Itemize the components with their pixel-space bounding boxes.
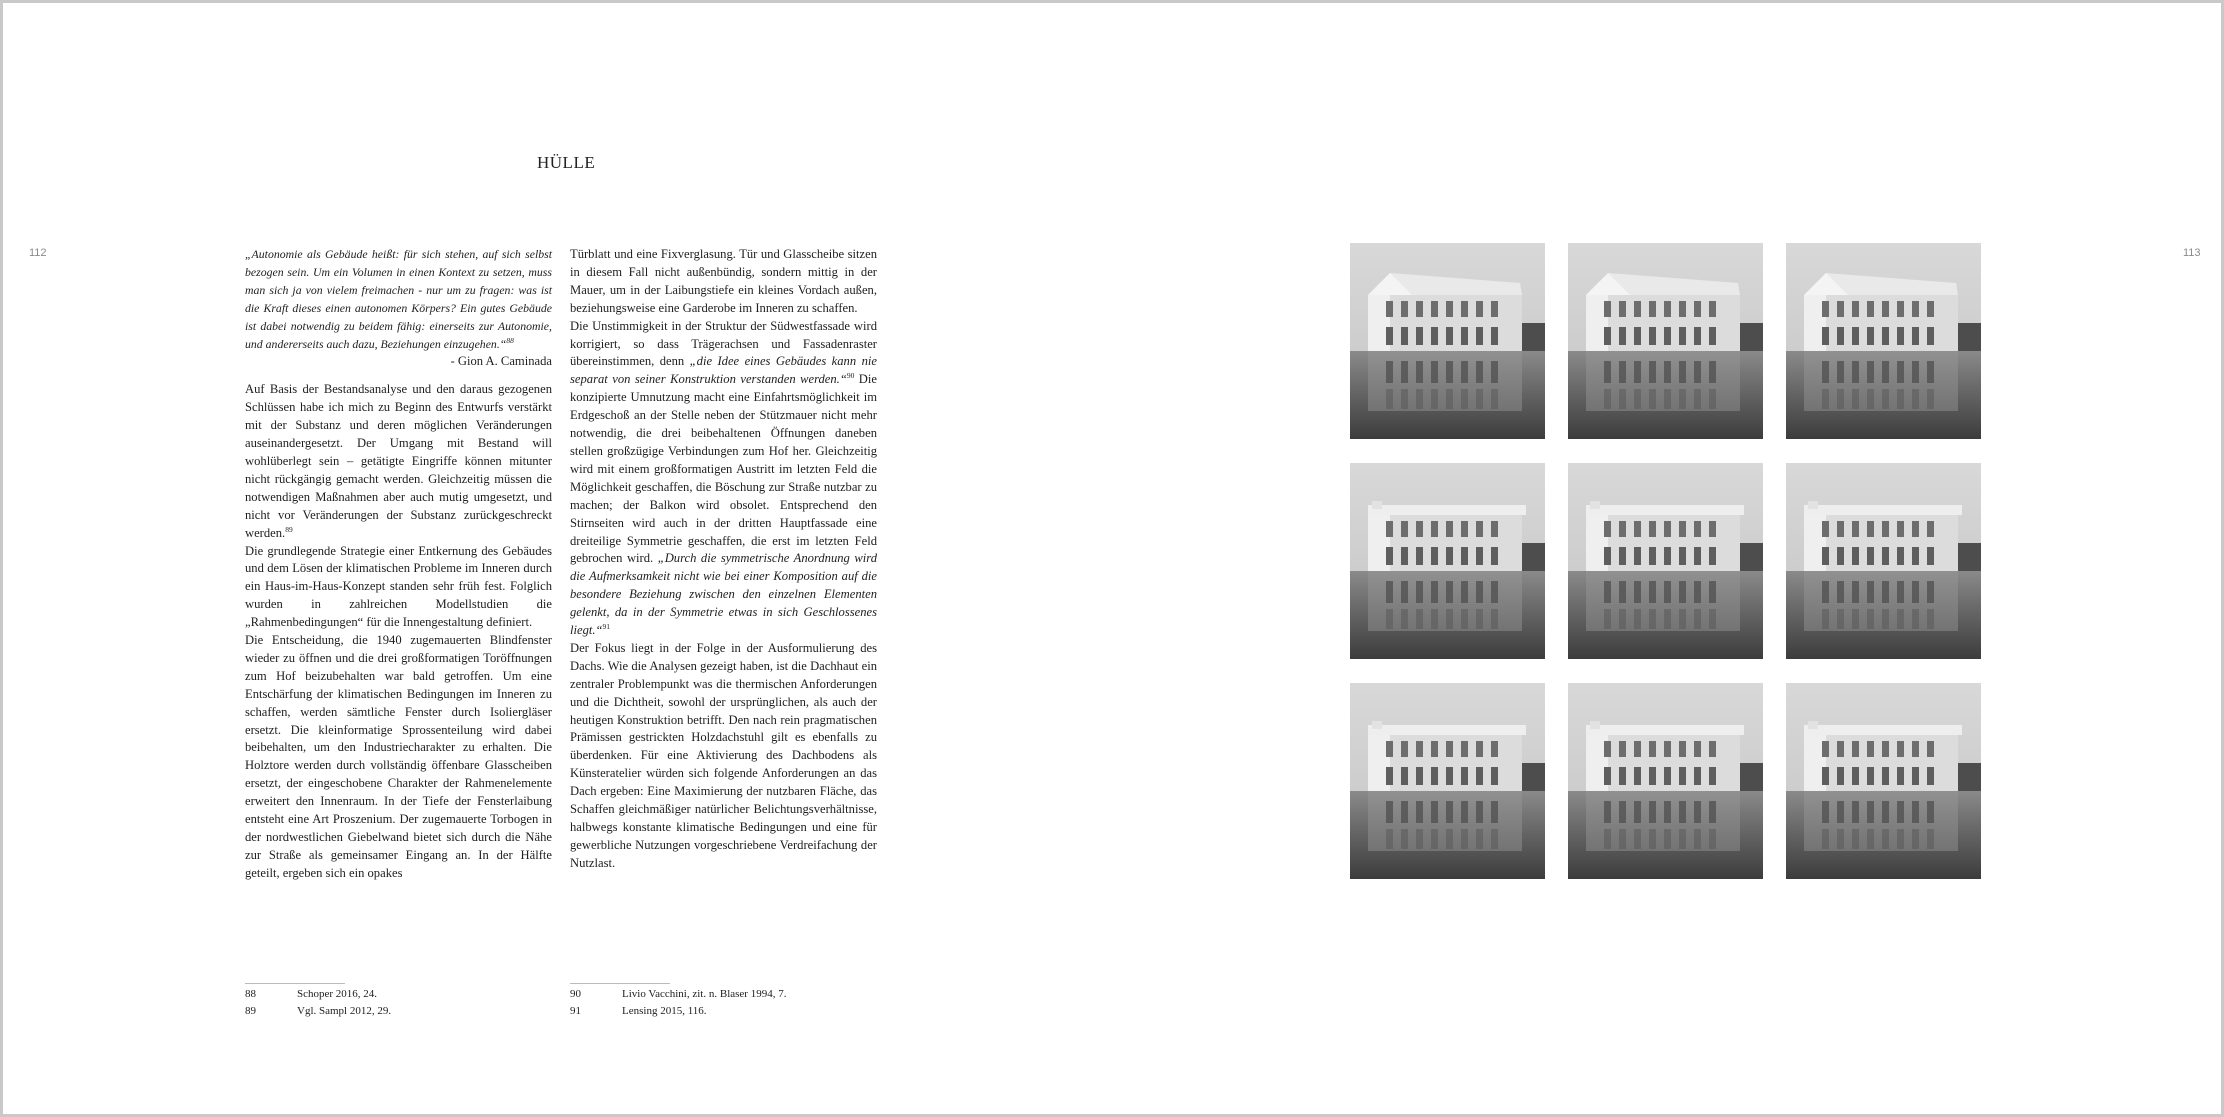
page-number-left: 112 (29, 247, 47, 259)
model-photo (1568, 243, 1763, 439)
book-spread (3, 3, 2221, 1114)
epigraph-attribution: - Gion A. Caminada (450, 354, 552, 369)
footnote: 88 Schoper 2016, 24. (245, 988, 378, 1000)
footnotes-right (570, 983, 786, 1020)
paragraph: Die grundlegende Strategie einer Entkernung des Gebäudes und dem Lösen der klimatischen Probleme im Inneren durch ein Haus-im-Haus-Konzept standen sehr früh fest. Folglich wurden in zahlreichen Modellstudien die „Rahmenbedingungen“ für die Innengestaltung definiert. (245, 543, 552, 630)
paragraph: Der Fokus liegt in der Folge in der Ausformulierung des Dachs. Wie die Analysen gezeigt haben, ist die Dachhaut ein zentraler Problempunkt was die thermischen Anforderungen und die Dichtheit, sowohl der ursprünglichen, als auch der heutigen Konstruktion betrifft. Den nach rein pragmatischen Prämissen gestrickten Holzdachstuhl gilt es ebenfalls zu überdenken. Für eine Aktivierung des Dachbodens als Künsteratelier würden sich folgende Anforderungen an das Dach ergeben: Eine Maximierung der nutzbaren Fläche, das Schaffen gleichmäßiger natürlicher Belichtungsverhältnisse, halbwegs konstante klimatische Bedingungen und eine für gewerbliche Nutzungen vorgeschriebene Verdreifachung der Nutzlast. (570, 640, 877, 870)
model-photo (1568, 463, 1763, 659)
text-column-2 (570, 246, 877, 873)
paragraph: Auf Basis der Bestandsanalyse und den daraus gezogenen Schlüssen habe ich mich zu Beginn des Entwurfs verstärkt mit der Substanz und deren möglichen Veränderungen auseinandergesetzt. Der Umgang mit Bestand will wohlüberlegt sein – getätigte Eingriffe können mitunter nicht rückgängig gemacht werden. Gleichzeitig müssen die notwendigen Maßnahmen aber auch mutig umgesetzt, und nicht vor Veränderungen der Substanz zurückgeschreckt werden.$^{89}$ (245, 382, 552, 540)
model-photo (1350, 683, 1545, 879)
model-photo (1568, 683, 1763, 879)
paragraph: Die Entscheidung, die 1940 zugemauerten Blindfenster wieder zu öffnen und die drei großformatigen Toröffnungen zum Hof beizubehalten war bald getroffen. Um eine Entschärfung der klimatischen Bedingungen im Inneren zu schaffen, werden sämtliche Fenster durch Isoliergläser ersetzt. Die kleinformatige Sprossenteilung wird dabei beibehalten, um den Industriecharakter zu erhalten. Die Holztore werden durch vollständig öffenbare Glasscheiben ersetzt, der eingeschobene Charakter der Rahmenelemente erweitert den Innenraum. In der Tiefe der Fensterlaibung entsteht eine Art Proszenium. Der zugemauerte Torbogen in der nordwestlichen Giebelwand bietet sich durch die Nähe zur Straße als gemeinsamer Eingang an. In der Hälfte geteilt, ergeben sich ein opakes (245, 633, 552, 880)
footnote: 89 Vgl. Sampl 2012, 29. (245, 1005, 392, 1017)
paragraph: Die Unstimmigkeit in der Struktur der Südwestfassade wird korrigiert, so dass Trägerachsen und Fassadenraster übereinstimmen, denn „die Idee eines Gebäudes kann nie separat von seiner Konstruktion verstanden werden.“$^{90}$ Die konzipierte Umnutzung macht eine Einfahrtsmöglichkeit im Erdgeschoß an der Stelle neben der Stützmauer nicht mehr notwendig, die drei beibehaltenen Öffnungen daneben stellen großzügige Verbindungen zum Hof her. Gleichzeitig wird mit einem großformatigen Austritt im letzten Feld die Möglichkeit geschaffen, die Böschung zur Straße nutzbar zu machen; der Balkon wird obsolet. Entsprechend den Stirnseiten wird auch in der dritten Hauptfassade eine dreiteilige Symmetrie geschaffen, die erst im letzten Feld gebrochen wird. „Durch die symmetrische Anordnung wird die Aufmerksamkeit nicht wie bei einer Komposition auf die besondere Beziehung zwischen den einzelnen Elementen gelenkt, da in der Symmetrie etwas in sich Geschlossenes liegt.“$^{91}$ (570, 318, 877, 638)
model-photo (1350, 243, 1545, 439)
page-number-right: 113 (2183, 247, 2201, 259)
section-heading: HÜLLE (537, 153, 596, 172)
paragraph: Türblatt und eine Fixverglasung. Tür und Glasscheibe sitzen in diesem Fall nicht außenbündig, sondern mittig in der Mauer, um in der Laibungstiefe ein kleines Vordach außen, beziehungsweise eine Garderobe im Inneren zu schaffen. (570, 247, 877, 315)
model-photo (1786, 683, 1981, 879)
footnotes-left (245, 983, 391, 1020)
epigraph-quote: „Autonomie als Gebäude heißt: für sich stehen, auf sich selbst bezogen sein. Um ein Volumen in einen Kontext zu setzen, muss man sich ja von vielem freimachen - nur um zu fragen: was ist die Kraft dieses einen autonomen Körpers? Ein gutes Gebäude ist dabei notwendig zu beidem fähig: einerseits zur Autonomie, und andererseits auch dazu, Beziehungen einzugehen.“$^{88}$ (245, 247, 552, 351)
model-photo (1786, 243, 1981, 439)
footnote: 91 Lensing 2015, 116. (570, 1005, 707, 1017)
footnote: 90 Livio Vacchini, zit. n. Blaser 1994, 7. (570, 988, 787, 1000)
model-photo (1350, 463, 1545, 659)
model-photo (1786, 463, 1981, 659)
text-column-1 (245, 246, 552, 883)
